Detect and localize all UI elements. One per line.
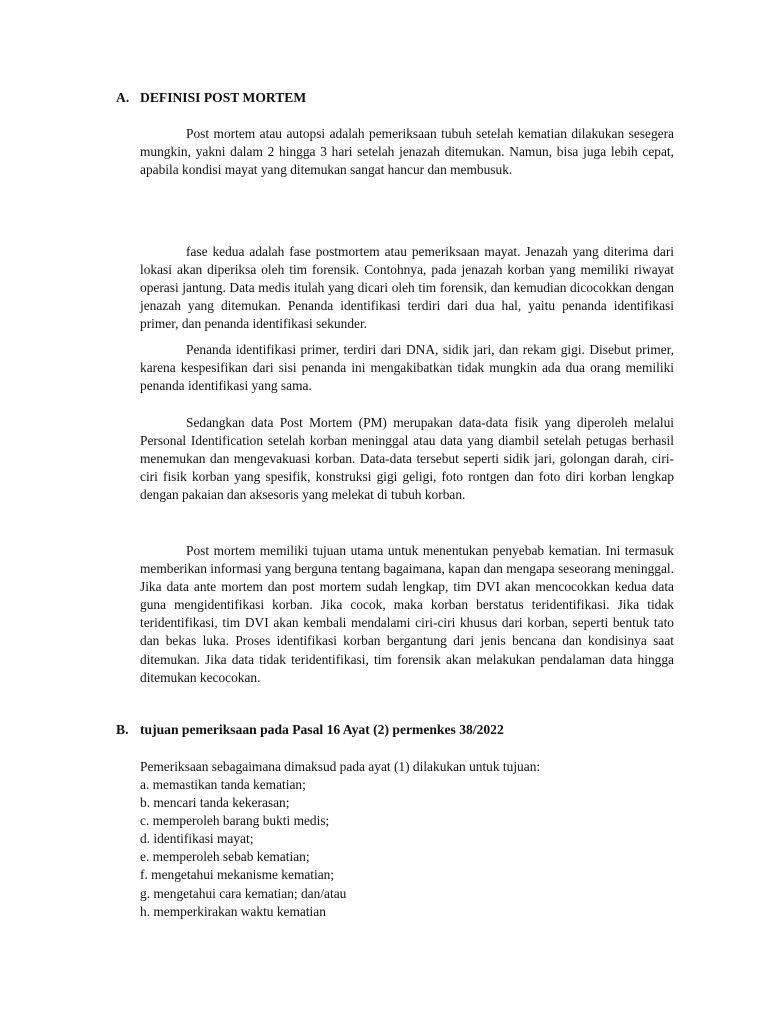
purpose-list <box>140 776 674 921</box>
list-item: g. mengetahui cara kematian; dan/atau <box>140 885 347 901</box>
paragraph-1: Post mortem atau autopsi adalah pemeriksaan tubuh setelah kematian dilakukan sesegera mungkin, yakni dalam 2 hingga 3 hari setelah jenazah ditemukan. Namun, bisa juga lebih cepat, apabila kondisi mayat yang ditemukan sangat hancur dan membusuk. <box>140 126 674 178</box>
section-a-title: DEFINISI POST MORTEM <box>140 90 307 105</box>
section-b-letter: B. <box>116 722 129 737</box>
paragraph-4: Sedangkan data Post Mortem (PM) merupakan data-data fisik yang diperoleh melalui Personal Identification setelah korban meninggal atau data yang diambil setelah petugas berhasil menemukan dan mengevakuasi korban. Data-data tersebut seperti sidik jari, golongan darah, ciri-ciri fisik korban yang spesifik, konstruksi gigi geligi, foto rontgen dan foto diri korban lengkap dengan pakaian dan aksesoris yang melekat di tubuh korban. <box>140 415 674 503</box>
list-item: d. identifikasi mayat; <box>140 831 254 847</box>
section-b-intro: Pemeriksaan sebagaimana dimaksud pada ayat (1) dilakukan untuk tujuan: <box>140 759 541 774</box>
list-item: b. mencari tanda kekerasan; <box>140 795 290 811</box>
list-item: h. memperkirakan waktu kematian <box>140 903 326 919</box>
section-b-heading <box>116 721 676 739</box>
section-a-heading <box>116 89 676 107</box>
list-item: a. memastikan tanda kematian; <box>140 777 306 792</box>
section-a-letter: A. <box>116 90 130 105</box>
list-item: e. memperoleh sebab kematian; <box>140 849 310 865</box>
paragraph-2: fase kedua adalah fase postmortem atau pemeriksaan mayat. Jenazah yang diterima dari lokasi akan diperiksa oleh tim forensik. Contohnya, pada jenazah korban yang memiliki riwayat operasi jantung. Data medis itulah yang dicari oleh tim forensik, dan kemudian dicocokkan dengan jenazah yang ditemukan. Penanda identifikasi terdiri dari dua hal, yaitu penanda identifikasi primer, dan penanda identifikasi sekunder. <box>140 244 674 332</box>
list-item: c. memperoleh barang bukti medis; <box>140 813 330 829</box>
list-item: f. mengetahui mekanisme kematian; <box>140 867 335 883</box>
section-b-title: tujuan pemeriksaan pada Pasal 16 Ayat (2) permenkes 38/2022 <box>140 722 504 737</box>
paragraph-3: Penanda identifikasi primer, terdiri dari DNA, sidik jari, dan rekam gigi. Disebut primer, karena kespesifikan dari sisi penanda ini mengakibatkan tidak mungkin ada dua orang memiliki penanda identifikasi yang sama. <box>140 342 674 394</box>
paragraph-5: Post mortem memiliki tujuan utama untuk menentukan penyebab kematian. Ini termasuk memberikan informasi yang berguna tentang bagaimana, kapan dan mengapa seseorang meninggal. Jika data ante mortem dan post mortem sudah lengkap, tim DVI akan mencocokkan kedua data guna mengidentifikasi korban. Jika cocok, maka korban berstatus teridentifikasi. Jika tidak teridentifikasi, tim DVI akan kembali mendalami ciri-ciri khusus dari korban, seperti bentuk tato dan bekas luka. Proses identifikasi korban bergantung dari jenis bencana dan kondisinya saat ditemukan. Jika data tidak teridentifikasi, tim forensik akan melakukan pendalaman data hingga ditemukan kecocokan. <box>140 543 674 685</box>
